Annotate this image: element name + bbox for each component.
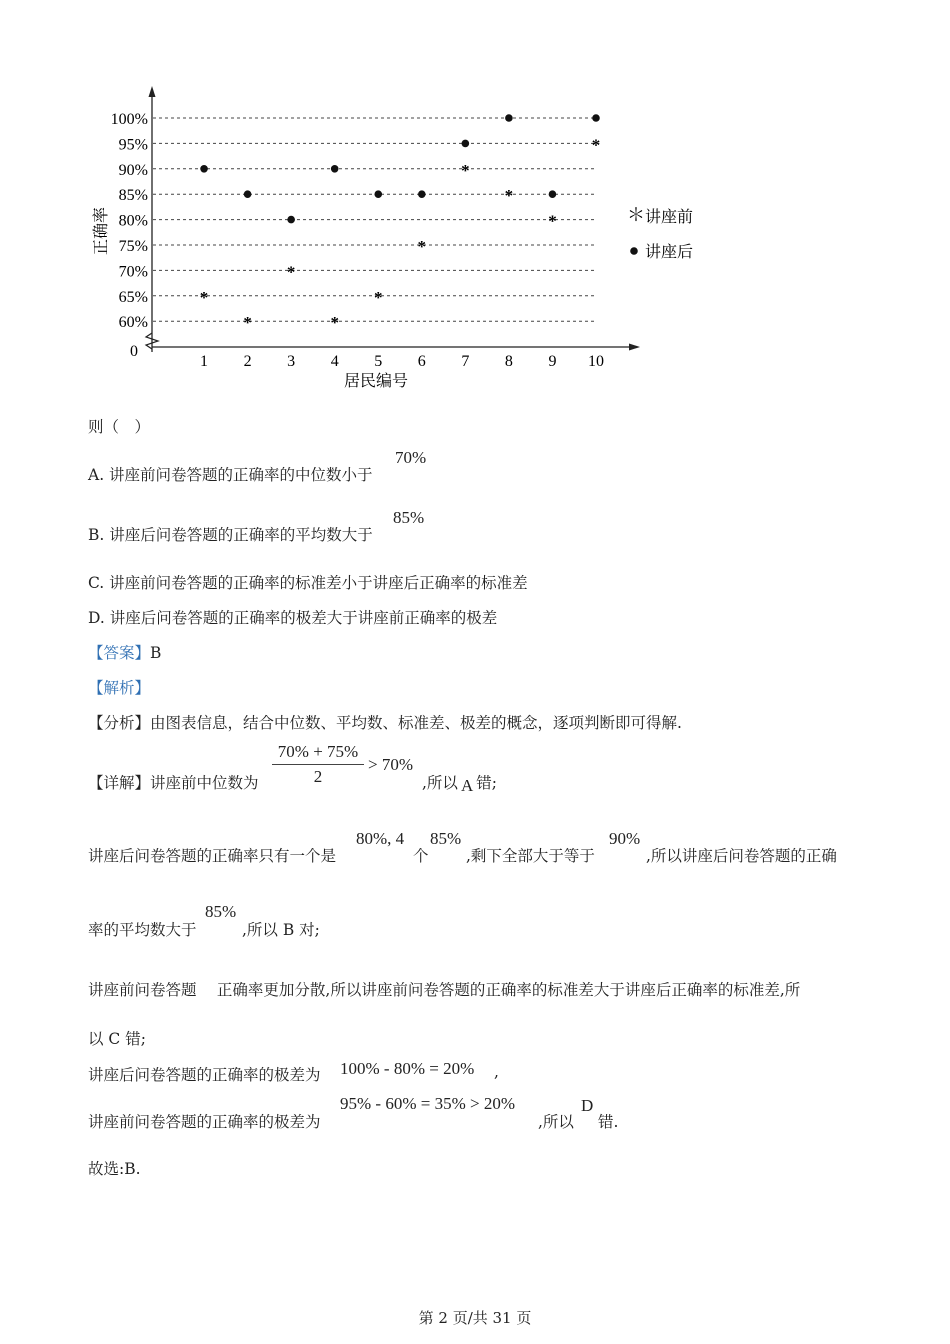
x-tick-label: 10 [588, 353, 604, 370]
fenxi-text: 由图表信息，结合中位数、平均数、标准差、极差的概念，逐项判断即可得解. [150, 714, 682, 732]
detail-label: 【详解】 [88, 774, 151, 792]
x-axis-arrow [629, 344, 640, 351]
detail-l7-pre: 讲座前问卷答题的正确率的极差为 [88, 1113, 321, 1131]
detail-line-1 [88, 771, 259, 793]
x-tick-label: 2 [243, 353, 252, 370]
point-before: * [286, 262, 296, 282]
point-after [200, 165, 208, 173]
point-after [331, 165, 339, 173]
option-c[interactable]: C. 讲座前问卷答题的正确率的标准差小于讲座后正确率的标准差 [88, 574, 528, 592]
detail-l7-d: D [581, 1096, 594, 1115]
detail-l1-pre: 讲座前中位数为 [150, 774, 259, 792]
point-after [549, 190, 557, 198]
point-after [244, 190, 252, 198]
point-after [505, 114, 513, 122]
scatter-chart [0, 0, 950, 400]
option-a[interactable] [88, 463, 373, 485]
x-tick-label: 1 [200, 353, 209, 370]
y-tick-label: 100% [110, 111, 148, 128]
point-after [418, 190, 426, 198]
point-before: * [417, 237, 427, 256]
origin-label: 0 [130, 343, 138, 360]
legend-marker-before: ＊ [627, 205, 645, 225]
y-tick-label: 90% [118, 161, 148, 179]
option-d[interactable]: D. 讲座后问卷答题的正确率的极差大于讲座前正确率的极差 [88, 609, 498, 627]
detail-l1-mid: ,所以 [422, 774, 458, 792]
legend-label-after: 讲座后 [645, 244, 694, 261]
y-tick-label: 60% [118, 314, 148, 332]
y-tick-labels [111, 111, 148, 331]
legend [627, 205, 693, 261]
point-before: * [591, 135, 601, 155]
analysis-label: 【解析】 [88, 679, 151, 697]
x-tick-labels [200, 353, 604, 370]
detail-l6-math: 100% - 80% = 20% [340, 1059, 475, 1078]
point-before: * [374, 287, 383, 307]
option-b-text: B. 讲座后问卷答题的正确率的平均数大于 [88, 526, 373, 544]
detail-l3-math: 85% [205, 902, 237, 921]
point-after [374, 190, 382, 198]
detail-l1-post: 错; [476, 774, 497, 792]
y-tick-label: 80% [118, 212, 148, 230]
detail-l3-pre: 率的平均数大于 [88, 921, 197, 939]
option-b-math: 85% [393, 508, 425, 527]
detail-l2-mid: ,剩下全部大于等于 [466, 847, 595, 865]
detail-l2-math-1: 80%, 4 [356, 829, 405, 848]
question-stem: 则（ ） [88, 418, 151, 436]
detail-conclusion: 故选:B. [88, 1160, 141, 1178]
x-tick-label: 7 [461, 353, 470, 370]
answer-label: 【答案】 [88, 644, 151, 662]
detail-l6-pre: 讲座后问卷答题的正确率的极差为 [88, 1066, 321, 1084]
detail-l2-pre: 讲座后问卷答题的正确率只有一个是 [88, 847, 337, 865]
point-after [462, 140, 470, 148]
point-after [592, 114, 600, 122]
fraction-denominator: 2 [313, 767, 323, 786]
x-tick-label: 6 [417, 353, 426, 370]
y-tick-label: 70% [118, 263, 148, 281]
detail-l6-post: , [494, 1063, 499, 1081]
detail-l2-ge: 个 [413, 847, 429, 865]
detail-l1-compare: > 70% [368, 755, 413, 774]
x-tick-label: 3 [287, 353, 296, 370]
legend-label-before: 讲座前 [645, 209, 694, 226]
fraction-numerator: 70% + 75% [272, 742, 364, 765]
detail-l3-post: ,所以 B 对; [242, 921, 320, 939]
y-tick-label: 75% [118, 238, 148, 255]
fenxi-line [88, 711, 682, 733]
answer-value: B [150, 644, 162, 662]
detail-l4: 讲座前问卷答题 正确率更加分散,所以讲座前问卷答题的正确率的标准差大于讲座后正确率的标准差,所 [88, 981, 801, 999]
point-before: * [330, 313, 339, 333]
detail-l1-a: A [460, 776, 474, 795]
x-tick-label: 8 [504, 353, 513, 370]
detail-l7-mid: ,所以 [538, 1113, 574, 1131]
detail-l7-post: 错. [598, 1113, 619, 1131]
detail-l2-math-2: 85% [430, 829, 462, 848]
point-before: * [548, 211, 557, 231]
x-axis-title: 居民编号 [343, 373, 409, 390]
answer-line [88, 641, 161, 663]
legend-marker-after [630, 247, 638, 255]
median-fraction [272, 742, 364, 787]
x-tick-label: 9 [548, 353, 557, 370]
page-footer: 第 2 页/共 31 页 [418, 1309, 532, 1327]
chart-axes [146, 86, 640, 352]
option-a-math: 70% [395, 448, 427, 467]
detail-l7-math: 95% - 60% = 35% > 20% [340, 1094, 515, 1113]
y-tick-label: 85% [118, 187, 148, 205]
y-tick-label: 65% [118, 288, 148, 306]
data-marks [200, 114, 600, 332]
x-tick-label: 4 [330, 353, 339, 370]
detail-l2-post: ,所以讲座后问卷答题的正确 [646, 847, 837, 865]
point-before: * [504, 186, 514, 206]
detail-l2-math-3: 90% [609, 829, 641, 848]
point-before: * [199, 287, 209, 307]
fenxi-label: 【分析】 [88, 714, 151, 732]
x-tick-label: 5 [374, 353, 383, 370]
y-axis-arrow [149, 86, 156, 97]
y-axis-title: 正确率 [93, 206, 110, 255]
option-b[interactable] [88, 523, 373, 545]
option-a-text: A. 讲座前问卷答题的正确率的中位数小于 [88, 466, 373, 484]
point-before: * [243, 313, 252, 333]
detail-l5: 以 C 错; [88, 1030, 146, 1048]
point-after [287, 216, 295, 224]
point-before: * [461, 160, 470, 180]
y-tick-label: 95% [118, 136, 148, 154]
detail-l1-tail [422, 771, 497, 793]
